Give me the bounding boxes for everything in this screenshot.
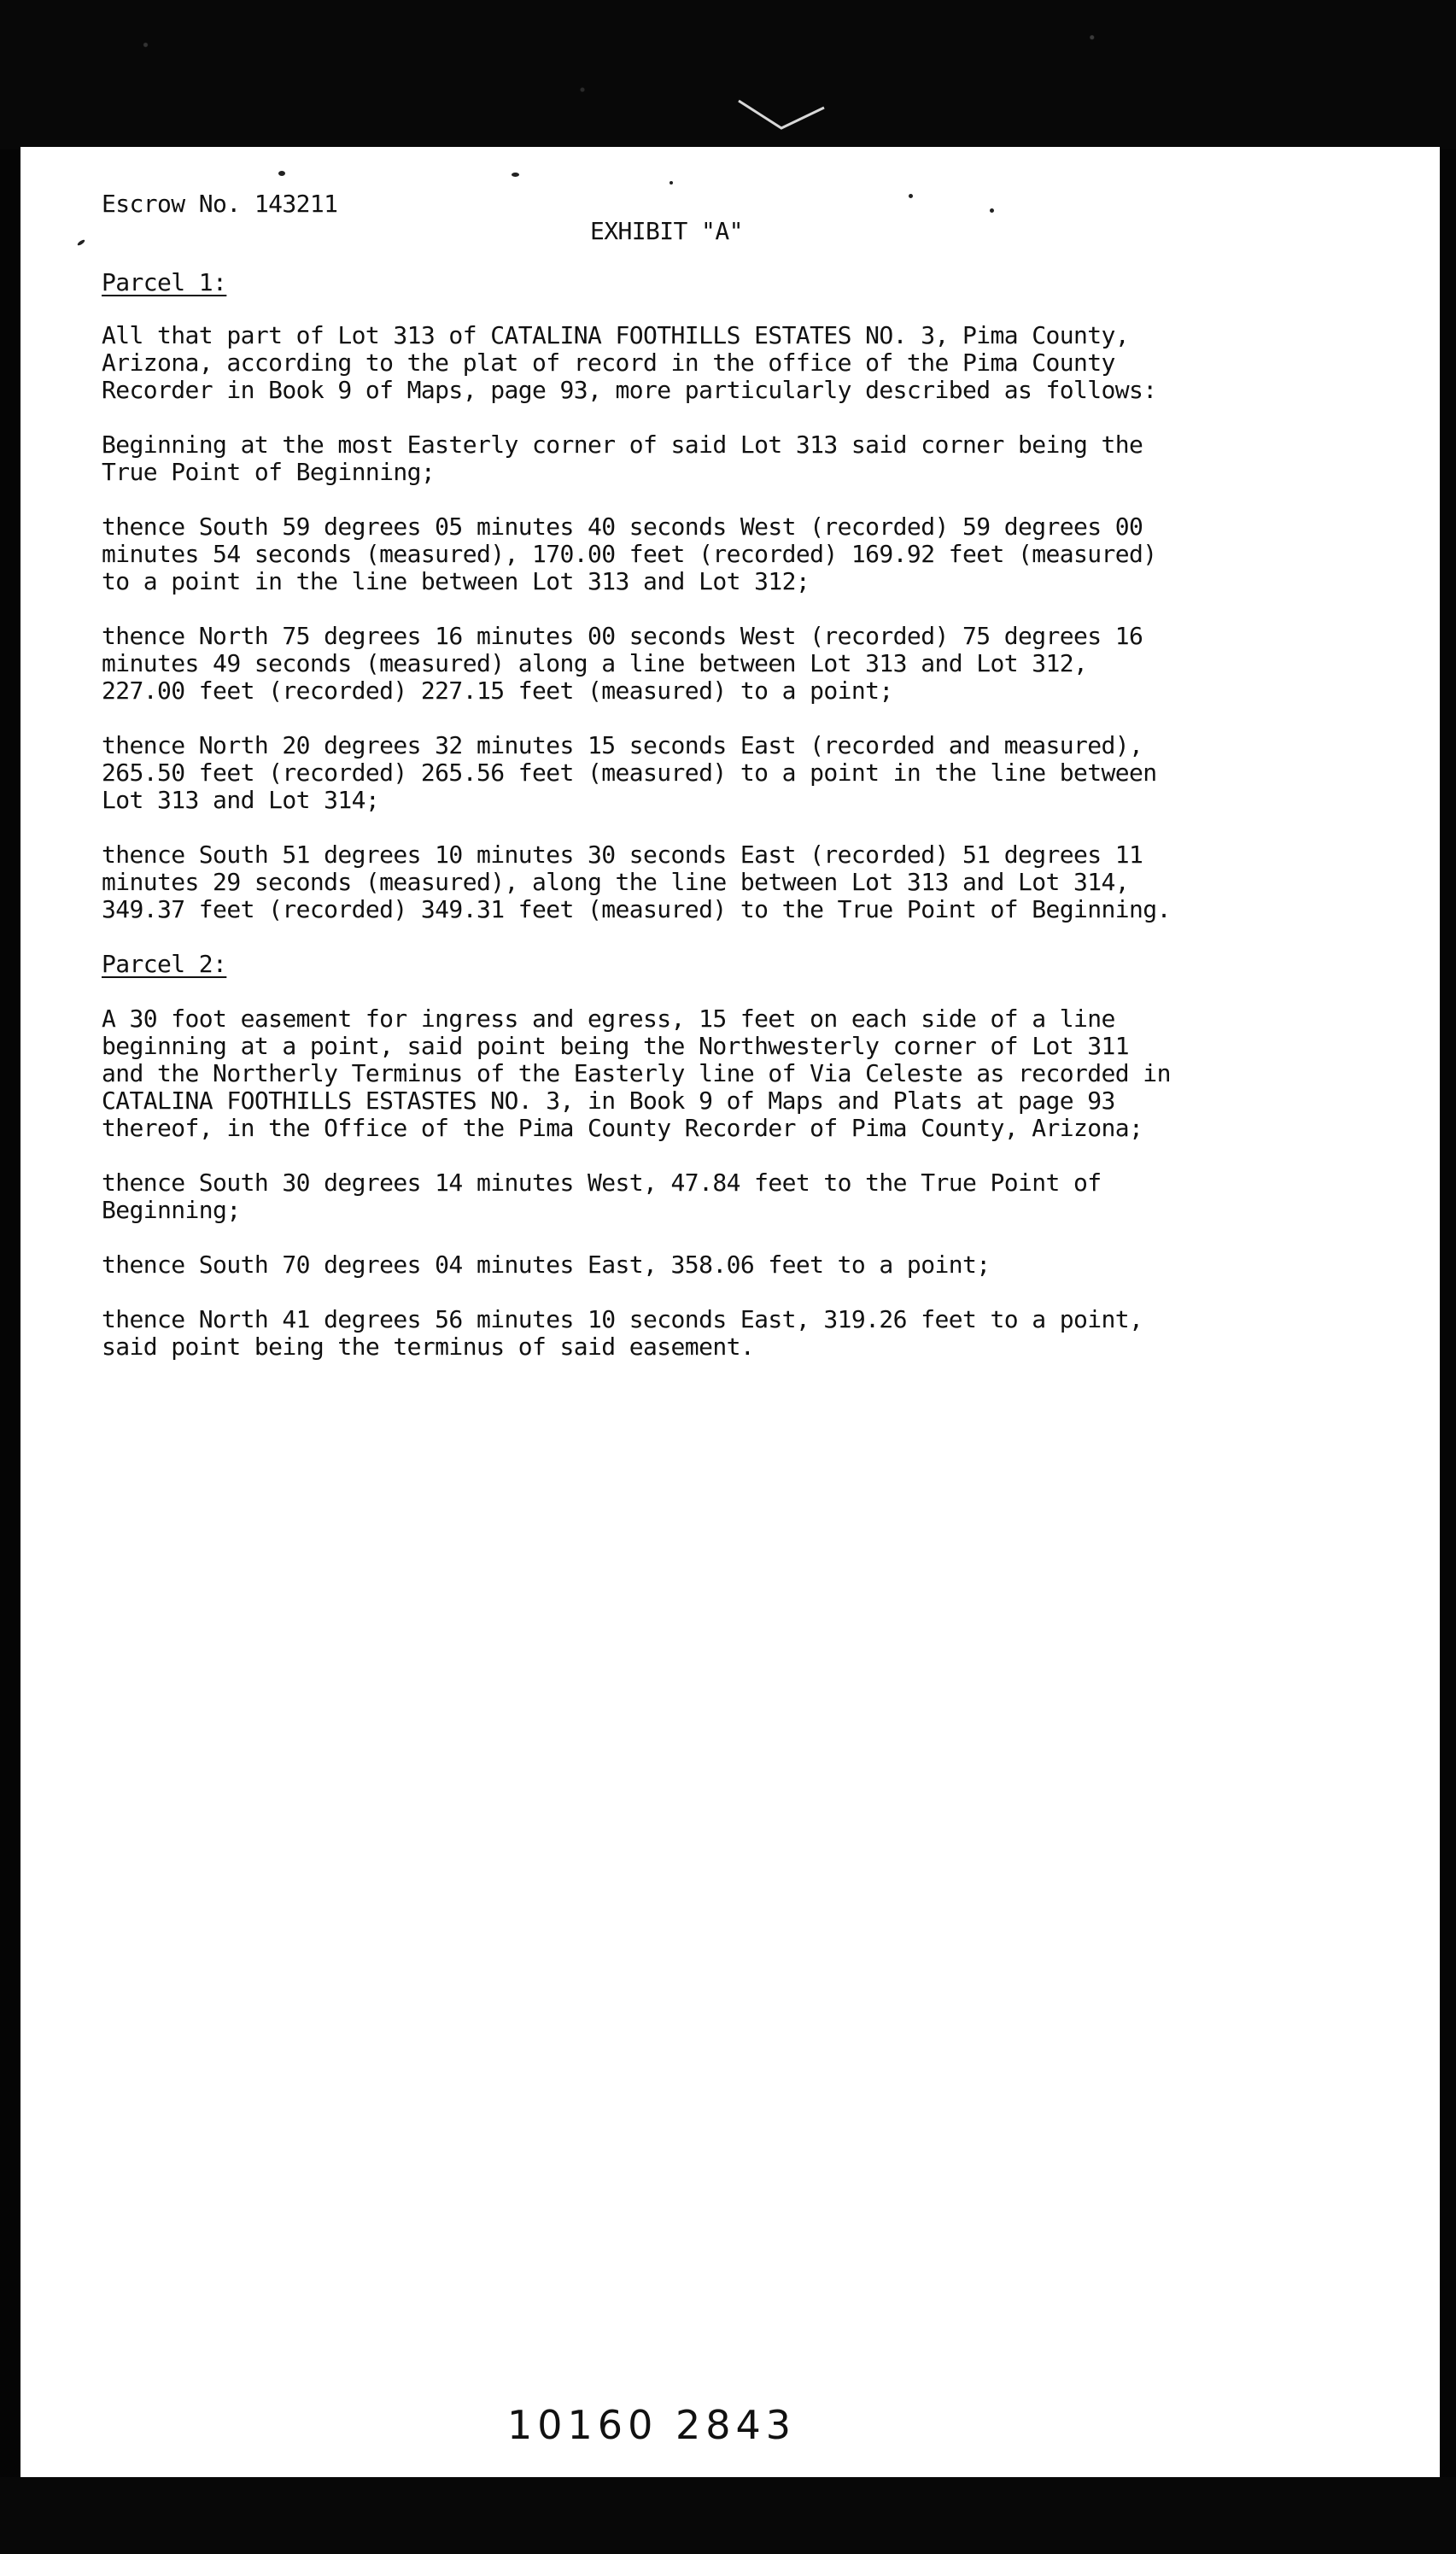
- document-page: [20, 147, 1440, 2477]
- scan-speck: [670, 181, 673, 185]
- parcel-2-paragraph: thence South 70 degrees 04 minutes East, 358.06 feet to a point;: [102, 1251, 991, 1279]
- parcel-1-paragraph: thence North 75 degrees 16 minutes 00 seconds West (recorded) 75 degrees 16 minutes 49 seconds (measured) along a line between Lot 313 and Lot 312, 227.00 feet (recorded) 227.15 feet (measured) to a point;: [102, 622, 1143, 705]
- parcel-1-paragraph: thence South 59 degrees 05 minutes 40 seconds West (recorded) 59 degrees 00 minutes 54 seconds (measured), 170.00 feet (recorded) 169.92 feet (measured) to a point in the line between Lot 313 and Lot 312;: [102, 513, 1157, 595]
- page-number: 10160 2843: [507, 2402, 797, 2448]
- exhibit-title: EXHIBIT "A": [590, 217, 743, 245]
- parcel-1-heading: Parcel 1:: [102, 268, 227, 296]
- escrow-number: Escrow No. 143211: [102, 190, 338, 218]
- scan-border-top: [0, 0, 1456, 149]
- parcel-1-paragraph: thence North 20 degrees 32 minutes 15 seconds East (recorded and measured), 265.50 feet (recorded) 265.56 feet (measured) to a point in the line between Lot 313 and Lot 314;: [102, 731, 1157, 814]
- parcel-2-paragraph: thence North 41 degrees 56 minutes 10 seconds East, 319.26 feet to a point, said point being the terminus of said easement.: [102, 1305, 1143, 1361]
- parcel-1-paragraph: thence South 51 degrees 10 minutes 30 seconds East (recorded) 51 degrees 11 minutes 29 seconds (measured), along the line between Lot 313 and Lot 314, 349.37 feet (recorded) 349.31 feet (measured) to the True Point of Beginning.: [102, 841, 1171, 923]
- parcel-2-heading: Parcel 2:: [102, 950, 227, 978]
- scan-speck: [909, 194, 913, 198]
- scan-border-bottom: [0, 2477, 1456, 2554]
- parcel-2-paragraph: A 30 foot easement for ingress and egress, 15 feet on each side of a line beginning at a point, said point being the Northwesterly corner of Lot 311 and the Northerly Terminus of the Easterly line of Via Celeste as recorded in CATALINA FOOTHILLS ESTASTES NO. 3, in Book 9 of Maps and Plats at page 93 thereof, in the Office of the Pima County Recorder of Pima County, Arizona;: [102, 1005, 1171, 1142]
- scan-speck: [512, 173, 519, 177]
- scan-speck: [278, 171, 285, 176]
- parcel-2-paragraph: thence South 30 degrees 14 minutes West, 47.84 feet to the True Point of Beginning;: [102, 1169, 1102, 1224]
- parcel-1-paragraph: All that part of Lot 313 of CATALINA FOOTHILLS ESTATES NO. 3, Pima County, Arizona, according to the plat of record in the office of the Pima County Recorder in Book 9 of Maps, page 93, more particularly described as follows:: [102, 321, 1157, 404]
- scan-artifact-mark: [734, 92, 828, 135]
- scan-speck: [990, 208, 994, 213]
- parcel-1-paragraph: Beginning at the most Easterly corner of said Lot 313 said corner being the True Point of Beginning;: [102, 431, 1143, 486]
- scan-speck: [77, 238, 85, 246]
